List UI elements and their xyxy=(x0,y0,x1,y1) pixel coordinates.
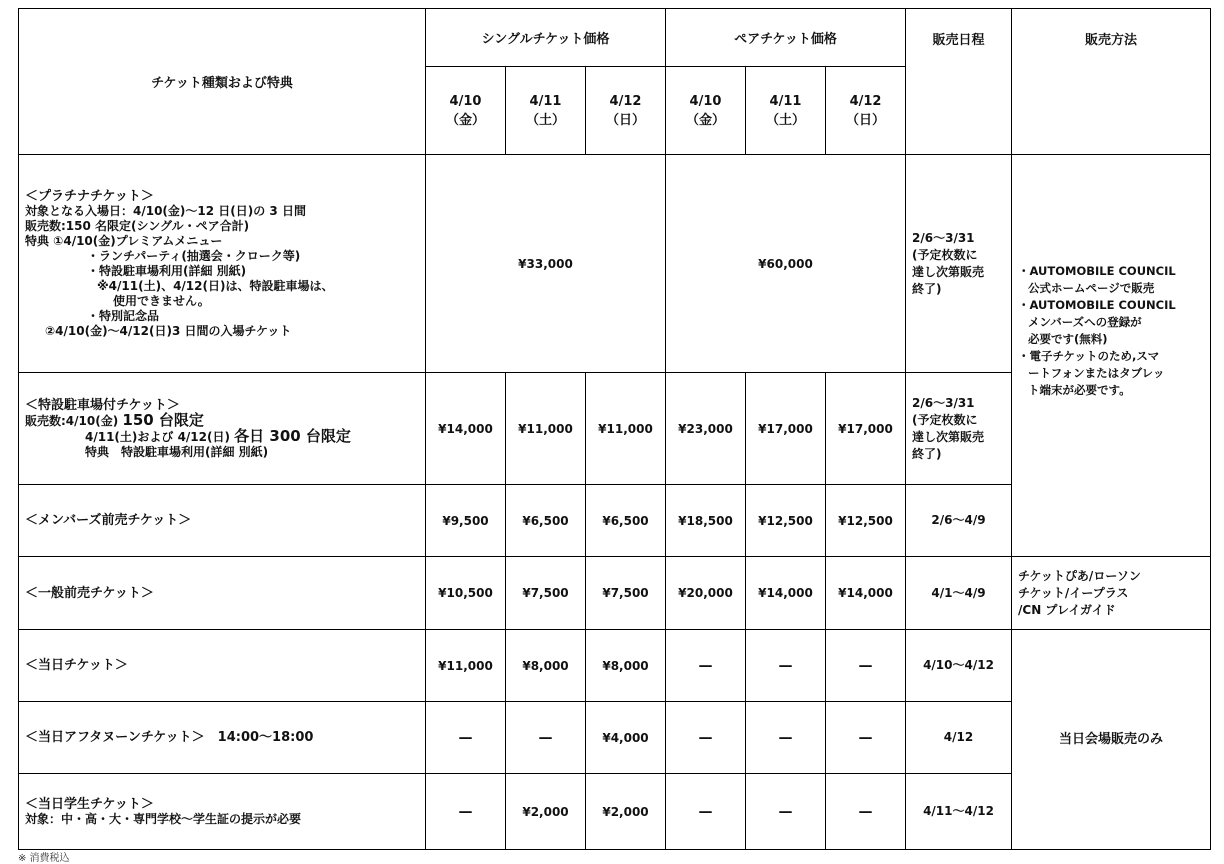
student-single-0411: ¥2,000 xyxy=(506,774,586,850)
ticket-type-header: チケット種類および特典 xyxy=(19,9,426,155)
platinum-ticket-description: ＜プラチナチケット＞ 対象となる入場日：4/10(金)～12 日(日)の 3 日間 販売数:150 名限定(シングル・ペア合計) 特典 ①4/10(金)プレミアムメニュー ・ランチパーティ(抽選会・クローク等) ・特設駐車場利用(詳細 別紙) ※4/11(土)、4/12(日)は、特設駐車場は、 使用できません。 ・特別記念品 ②4/10(金)～4/12(日)3 日間の入場チケット xyxy=(19,155,426,373)
general-single-0412: ¥7,500 xyxy=(586,557,666,630)
tax-footnote: ※ 消費税込 xyxy=(18,853,70,864)
row-platinum xyxy=(19,155,1211,373)
parking-single-0411: ¥11,000 xyxy=(506,373,586,485)
parking-single-0412: ¥11,000 xyxy=(586,373,666,485)
members-ticket-title: ＜メンバーズ前売チケット＞ xyxy=(19,485,426,557)
student-ticket-description: ＜当日学生チケット＞ 対象：中・高・大・専門学校～学生証の提示が必要 xyxy=(19,774,426,850)
playguide-sales-method: チケットぴあ/ローソン チケット/イープラス /CN プレイガイド xyxy=(1012,557,1211,630)
afternoon-pair-0410: — xyxy=(666,702,746,774)
members-schedule: 2/6～4/9 xyxy=(906,485,1012,557)
ticket-price-table xyxy=(18,8,1211,850)
pair-price-header: ペアチケット価格 xyxy=(666,9,906,67)
date-header-single-0412: 4/12 （日） xyxy=(586,67,666,155)
student-single-0410: — xyxy=(426,774,506,850)
members-single-0410: ¥9,500 xyxy=(426,485,506,557)
afternoon-pair-0411: — xyxy=(746,702,826,774)
afternoon-single-0410: — xyxy=(426,702,506,774)
members-single-0412: ¥6,500 xyxy=(586,485,666,557)
sameday-single-0411: ¥8,000 xyxy=(506,630,586,702)
platinum-schedule: 2/6～3/31 (予定枚数に 達し次第販売 終了) xyxy=(906,155,1012,373)
date-header-single-0410: 4/10 （金） xyxy=(426,67,506,155)
general-single-0410: ¥10,500 xyxy=(426,557,506,630)
general-pair-0412: ¥14,000 xyxy=(826,557,906,630)
student-pair-0411: — xyxy=(746,774,826,850)
row-general xyxy=(19,557,1211,630)
sameday-single-0410: ¥11,000 xyxy=(426,630,506,702)
members-pair-0410: ¥18,500 xyxy=(666,485,746,557)
members-pair-0412: ¥12,500 xyxy=(826,485,906,557)
afternoon-schedule: 4/12 xyxy=(906,702,1012,774)
parking-single-0410: ¥14,000 xyxy=(426,373,506,485)
method-header: 販売方法 xyxy=(1012,9,1211,155)
parking-schedule: 2/6～3/31 (予定枚数に 達し次第販売 終了) xyxy=(906,373,1012,485)
general-pair-0411: ¥14,000 xyxy=(746,557,826,630)
general-pair-0410: ¥20,000 xyxy=(666,557,746,630)
sameday-ticket-title: ＜当日チケット＞ xyxy=(19,630,426,702)
parking-pair-0411: ¥17,000 xyxy=(746,373,826,485)
sameday-single-0412: ¥8,000 xyxy=(586,630,666,702)
parking-pair-0410: ¥23,000 xyxy=(666,373,746,485)
date-header-pair-0410: 4/10 （金） xyxy=(666,67,746,155)
sameday-pair-0410: — xyxy=(666,630,746,702)
parking-pair-0412: ¥17,000 xyxy=(826,373,906,485)
platinum-single-price: ¥33,000 xyxy=(426,155,666,373)
general-schedule: 4/1～4/9 xyxy=(906,557,1012,630)
student-pair-0410: — xyxy=(666,774,746,850)
schedule-header: 販売日程 xyxy=(906,9,1012,155)
afternoon-ticket-title: ＜当日アフタヌーンチケット＞ 14:00～18:00 xyxy=(19,702,426,774)
parking-ticket-description: ＜特設駐車場付チケット＞ 販売数:4/10(金) 150 台限定 4/11(土)および 4/12(日) 各日 300 台限定 特典 特設駐車場利用(詳細 別紙) xyxy=(19,373,426,485)
members-pair-0411: ¥12,500 xyxy=(746,485,826,557)
afternoon-pair-0412: — xyxy=(826,702,906,774)
date-header-single-0411: 4/11 （土） xyxy=(506,67,586,155)
afternoon-single-0411: — xyxy=(506,702,586,774)
student-schedule: 4/11～4/12 xyxy=(906,774,1012,850)
header-row-1 xyxy=(19,9,1211,67)
members-single-0411: ¥6,500 xyxy=(506,485,586,557)
platinum-pair-price: ¥60,000 xyxy=(666,155,906,373)
onsite-sales-method: 当日会場販売のみ xyxy=(1012,630,1211,850)
general-single-0411: ¥7,500 xyxy=(506,557,586,630)
date-header-pair-0411: 4/11 （土） xyxy=(746,67,826,155)
date-header-pair-0412: 4/12 （日） xyxy=(826,67,906,155)
student-single-0412: ¥2,000 xyxy=(586,774,666,850)
sameday-pair-0412: — xyxy=(826,630,906,702)
row-sameday xyxy=(19,630,1211,702)
student-pair-0412: — xyxy=(826,774,906,850)
sameday-schedule: 4/10～4/12 xyxy=(906,630,1012,702)
online-sales-method: ・AUTOMOBILE COUNCIL 公式ホームページで販売 ・AUTOMOBILE COUNCIL メンバーズへの登録が 必要です(無料) ・電子チケットのため,スマ ートフォンまたはタブレッ ト端末が必要です。 xyxy=(1012,155,1211,557)
single-price-header: シングルチケット価格 xyxy=(426,9,666,67)
general-ticket-title: ＜一般前売チケット＞ xyxy=(19,557,426,630)
afternoon-single-0412: ¥4,000 xyxy=(586,702,666,774)
sameday-pair-0411: — xyxy=(746,630,826,702)
